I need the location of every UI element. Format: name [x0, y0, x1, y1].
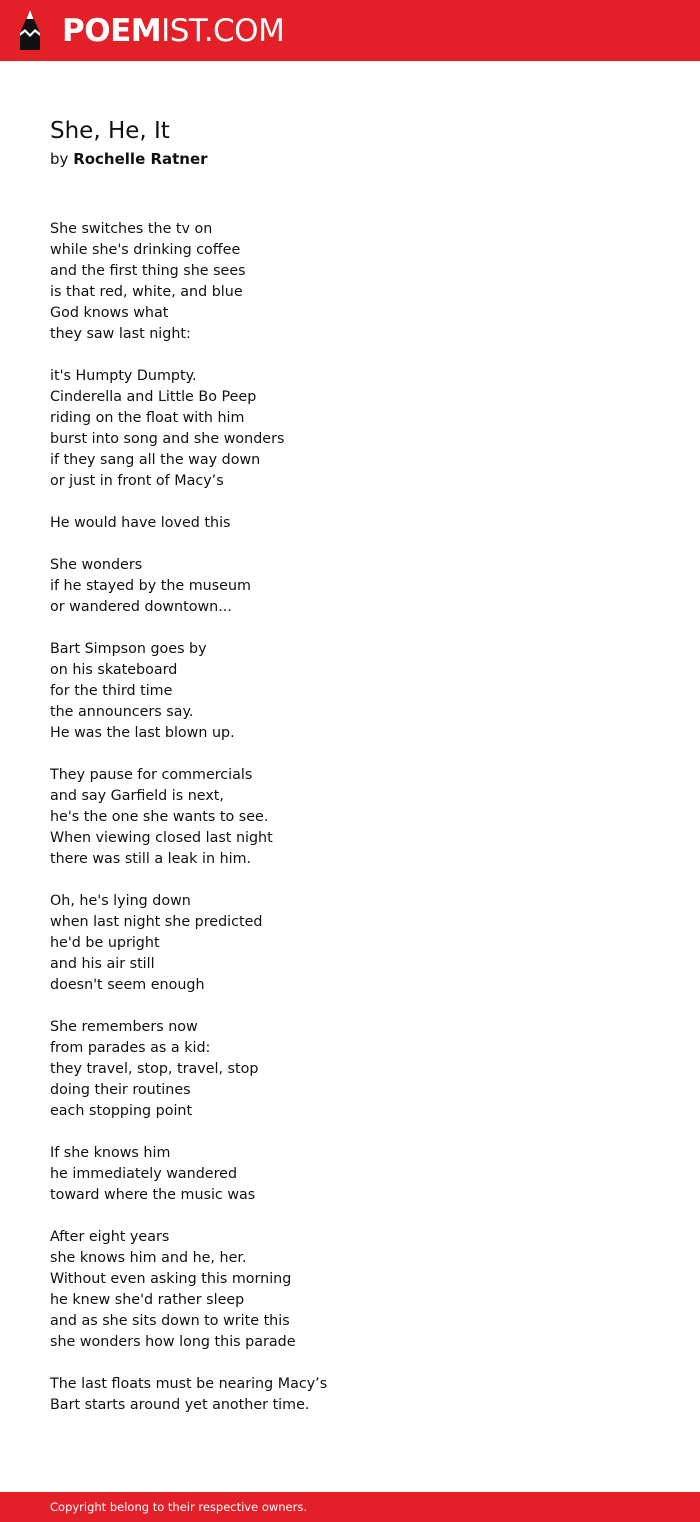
poem-line: and the first thing she sees: [50, 263, 246, 279]
poem-stanza: [50, 219, 650, 345]
poem-line: it's Humpty Dumpty.: [50, 368, 197, 384]
poem-line: Without even asking this morning: [50, 1271, 292, 1287]
poem-stanza: [50, 1143, 650, 1206]
site-footer: [0, 1492, 700, 1522]
poem-stanza: [50, 1374, 650, 1416]
poem-line: he knew she'd rather sleep: [50, 1292, 245, 1308]
poem-line: he's the one she wants to see.: [50, 809, 269, 825]
copyright-text: Copyright belong to their respective owners.: [50, 1500, 308, 1514]
site-header: [0, 0, 700, 61]
poem-stanza: [50, 891, 650, 996]
poem-line: toward where the music was: [50, 1187, 256, 1203]
poem-line: the announcers say.: [50, 704, 194, 720]
poem-line: while she's drinking coffee: [50, 242, 241, 258]
poem-line: Bart starts around yet another time.: [50, 1397, 310, 1413]
poem-line: God knows what: [50, 305, 169, 321]
poem-line: if they sang all the way down: [50, 452, 261, 468]
poem-line: they travel, stop, travel, stop: [50, 1061, 259, 1077]
poem-line: she wonders how long this parade: [50, 1334, 296, 1350]
poem-line: he immediately wandered: [50, 1166, 238, 1182]
poem-line: she knows him and he, her.: [50, 1250, 247, 1266]
poem-line: She wonders: [50, 557, 143, 573]
site-logo[interactable]: [62, 11, 284, 51]
poem-line: They pause for commercials: [50, 767, 253, 783]
poem-line: doing their routines: [50, 1082, 191, 1098]
poem-stanza: [50, 639, 650, 744]
poem-stanza: [50, 765, 650, 870]
poem-line: When viewing closed last night: [50, 830, 273, 846]
poem-title: She, He, It: [50, 118, 170, 144]
poem-line: She remembers now: [50, 1019, 198, 1035]
poem-line: or wandered downtown...: [50, 599, 232, 615]
poem-line: doesn't seem enough: [50, 977, 205, 993]
poem-line: He was the last blown up.: [50, 725, 235, 741]
poem-line: The last floats must be nearing Macy’s: [50, 1376, 328, 1392]
poem-line: for the third time: [50, 683, 173, 699]
author-name[interactable]: Rochelle Ratner: [73, 150, 208, 168]
poem-line: he'd be upright: [50, 935, 160, 951]
poem-body: [50, 219, 650, 1437]
by-label: by: [50, 150, 69, 168]
poem-line: if he stayed by the museum: [50, 578, 251, 594]
poem-line: riding on the float with him: [50, 410, 245, 426]
poem-stanza: [50, 555, 650, 618]
byline: [50, 148, 208, 170]
poem-line: and his air still: [50, 956, 155, 972]
poem-line: and say Garfield is next,: [50, 788, 224, 804]
poem-line: or just in front of Macy’s: [50, 473, 224, 489]
logo-bold-text: POEM: [62, 13, 162, 49]
poem-line: when last night she predicted: [50, 914, 263, 930]
poem-stanza: [50, 366, 650, 492]
poem-line: After eight years: [50, 1229, 170, 1245]
poem-line: on his skateboard: [50, 662, 178, 678]
poem-line: He would have loved this: [50, 515, 231, 531]
poem-line: burst into song and she wonders: [50, 431, 285, 447]
poem-line: and as she sits down to write this: [50, 1313, 290, 1329]
logo-light-text: IST.COM: [161, 13, 285, 49]
poem-line: each stopping point: [50, 1103, 193, 1119]
poem-line: She switches the tv on: [50, 221, 213, 237]
poem-stanza: [50, 1227, 650, 1353]
poem-line: there was still a leak in him.: [50, 851, 252, 867]
poem-line: If she knows him: [50, 1145, 171, 1161]
poem-line: Oh, he's lying down: [50, 893, 191, 909]
poem-line: from parades as a kid:: [50, 1040, 211, 1056]
poem-line: Bart Simpson goes by: [50, 641, 207, 657]
poem-stanza: [50, 513, 650, 534]
pencil-tip-icon[interactable]: [17, 9, 43, 52]
poem-line: they saw last night:: [50, 326, 191, 342]
poem-line: Cinderella and Little Bo Peep: [50, 389, 257, 405]
poem-stanza: [50, 1017, 650, 1122]
poem-line: is that red, white, and blue: [50, 284, 243, 300]
